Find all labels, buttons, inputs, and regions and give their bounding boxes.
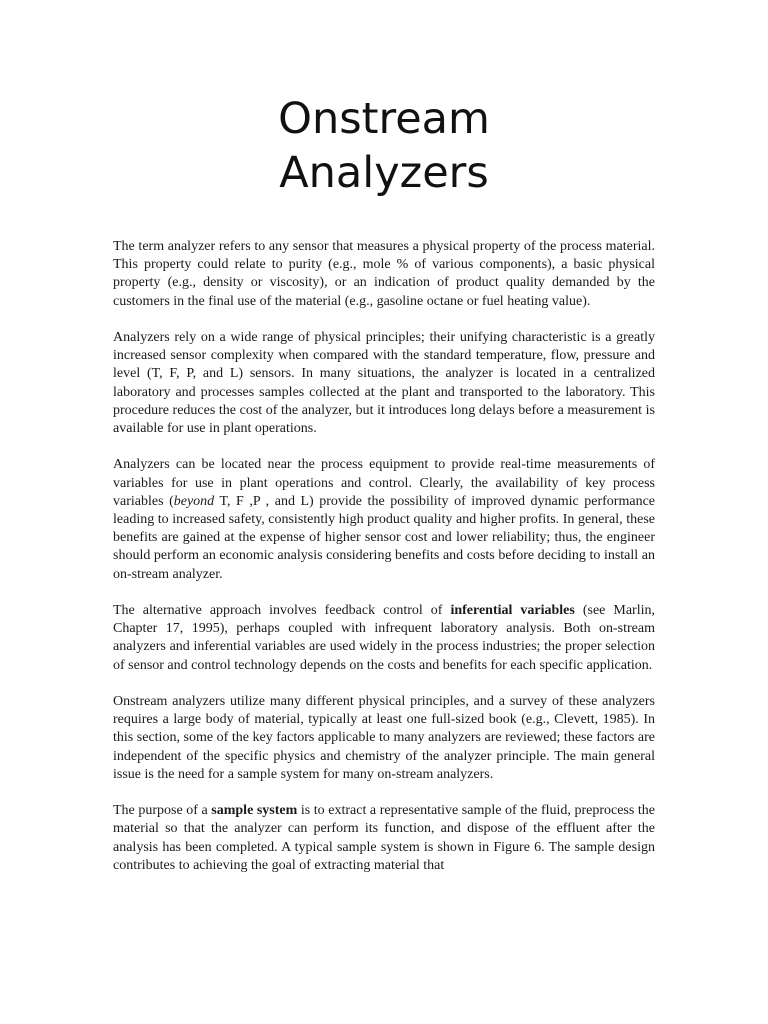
document-body xyxy=(113,238,655,893)
page-title xyxy=(0,92,768,200)
bold-term: inferential variables xyxy=(450,603,575,619)
title-line-1: Onstream xyxy=(278,94,490,144)
paragraph-3 xyxy=(113,456,655,583)
paragraph-6 xyxy=(113,802,655,875)
paragraph-text: is to extract a representative sample of the fluid, preprocess the material so that the analyzer can perform its function, and dispose of the effluent after the analysis has been completed. A typical sample system is shown in Figure 6. The sample design contributes to achieving the goal of extracting material that xyxy=(113,803,655,873)
paragraph-text: The purpose of a xyxy=(113,803,212,819)
bold-term: sample system xyxy=(211,803,298,819)
paragraph-5 xyxy=(113,693,655,784)
paragraph-text: T, F ,P , and L) provide the possibility of improved dynamic performance leading to increased safety, consistently high product quality and higher profits. In general, these benefits are gained at the expense of higher sensor cost and lower reliability; thus, the engineer should perform an economic analysis considering benefits and costs before deciding to install an on-stream analyzer. xyxy=(113,493,655,582)
title-line-2: Analyzers xyxy=(279,148,489,198)
paragraph-text: The alternative approach involves feedback control of xyxy=(113,603,451,619)
paragraph-2 xyxy=(113,329,655,438)
paragraph-text: Onstream analyzers utilize many different physical principles, and a survey of these analyzers requires a large body of material, typically at least one full-sized book (e.g., Clevett, 1985). In this section, some of the key factors applicable to many analyzers are reviewed; these factors are independent of the specific physics and chemistry of the analyzer principle. The main general issue is the need for a sample system for many on-stream analyzers. xyxy=(113,694,655,782)
paragraph-text: Analyzers rely on a wide range of physical principles; their unifying characteristic is a greatly increased sensor complexity when compared with the standard temperature, flow, pressure and level (T, F, P, and L) sensors. In many situations, the analyzer is located in a centralized laboratory and processes samples collected at the plant and transported to the laboratory. This procedure reduces the cost of the analyzer, but it introduces long delays before a measurement is available for use in plant operations. xyxy=(113,330,655,437)
emphasis-text: beyond xyxy=(173,493,215,509)
paragraph-1 xyxy=(113,238,655,311)
paragraph-4 xyxy=(113,602,655,675)
paragraph-text: The term analyzer refers to any sensor that measures a physical property of the process material. This property could relate to purity (e.g., mole % of various components), a basic physical property (e.g., density or viscosity), or an indication of product quality demanded by the customers in the final use of the material (e.g., gasoline octane or fuel heating value). xyxy=(113,239,655,309)
paragraph-text: (see Marlin, Chapter 17, 1995), perhaps coupled with infrequent laboratory analysis. Both on-stream analyzers and inferential variables are used widely in the process industries; the proper selection of sensor and control technology depends on the costs and benefits for each specific application. xyxy=(113,603,655,673)
paragraph-text: Analyzers can be located near the process equipment to provide real-time measurements of variables for use in plant operations and control. Clearly, the availability of key process variables ( xyxy=(113,457,655,509)
